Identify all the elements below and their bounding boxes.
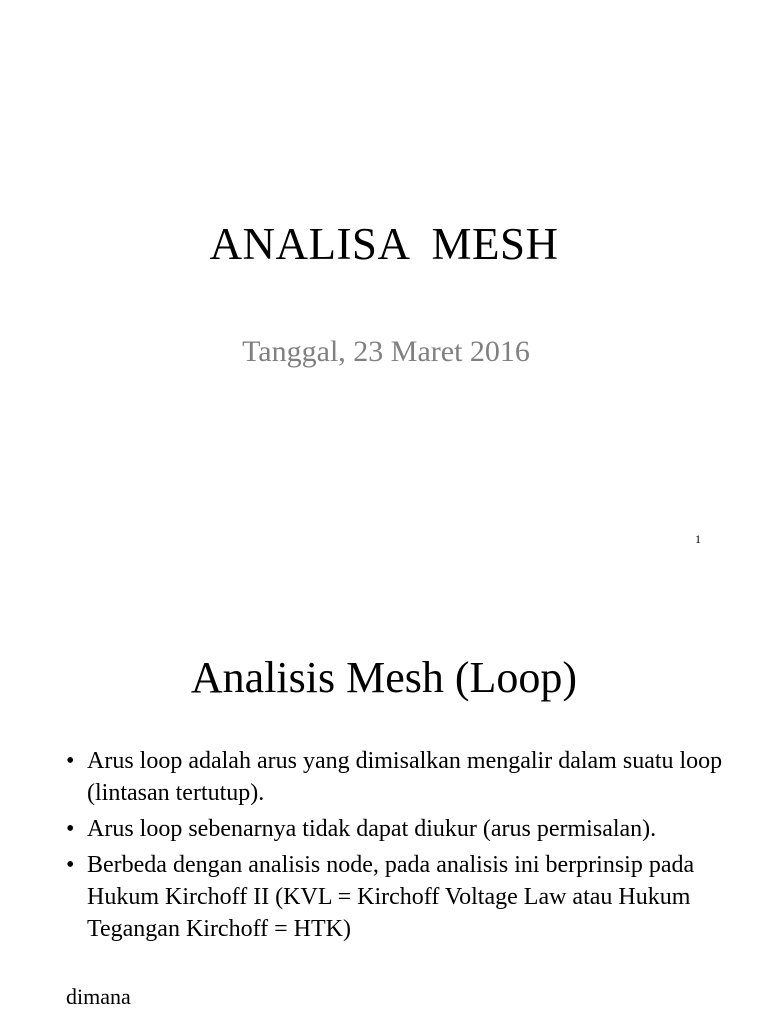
footer-text: dimana [66, 984, 131, 1009]
bullet-text: Berbeda dengan analisis node, pada analisis ini berprinsip pada Hukum Kirchoff II (KVL = Kirchoff Voltage Law atau Hukum Tegangan Kirchoff = HTK) [87, 852, 695, 942]
slide-title: ANALISA MESH [209, 219, 559, 269]
bullet-icon: • [66, 816, 75, 842]
slide-title: Analisis Mesh (Loop) [190, 653, 578, 702]
bullet-text: Arus loop adalah arus yang dimisalkan mengalir dalam suatu loop (lintasan tertutup). [87, 748, 723, 806]
bullet-item [64, 813, 724, 845]
bullet-icon: • [66, 748, 75, 774]
slide-2 [0, 560, 768, 1024]
bullet-text: Arus loop sebenarnya tidak dapat diukur (arus permisalan). [87, 816, 657, 842]
bullet-item [64, 745, 724, 809]
bullet-item [64, 849, 724, 945]
bullet-icon: • [66, 852, 75, 878]
slide-subtitle: Tanggal, 23 Maret 2016 [242, 335, 530, 368]
bullet-list [64, 745, 724, 949]
page-number: 1 [695, 532, 701, 546]
